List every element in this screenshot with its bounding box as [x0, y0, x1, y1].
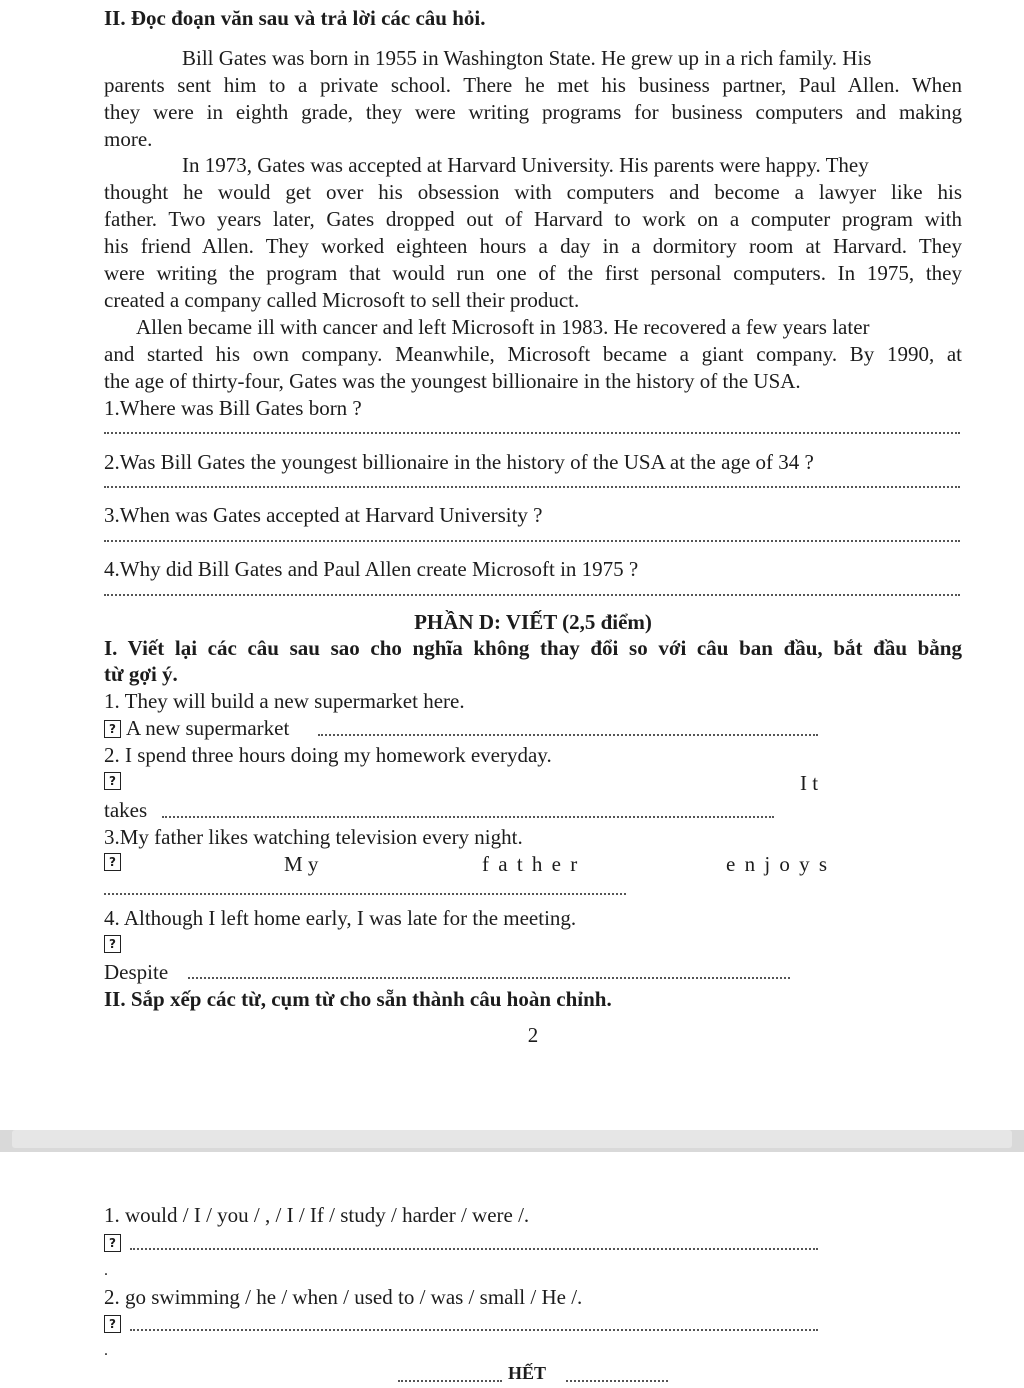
- rewrite-heading-line-1: I. Viết lại các câu sau sao cho nghĩa không thay đổi so với câu ban đầu, bắt đầu bằng: [104, 636, 962, 660]
- rewrite-prompt-2a: I t: [800, 771, 819, 795]
- paragraph-1-line-1: Bill Gates was born in 1955 in Washington State. He grew up in a rich family. His: [182, 46, 872, 70]
- rewrite-sentence-1: 1. They will build a new supermarket here.: [104, 689, 465, 713]
- rewrite-prompt-1: [104, 715, 289, 741]
- missing-glyph-icon: ?: [104, 772, 121, 790]
- rewrite-answer-line-4[interactable]: [188, 977, 790, 979]
- paragraph-3-line-2: and started his own company. Meanwhile, Microsoft became a giant company. By 1990, at: [104, 342, 962, 366]
- missing-glyph-icon: ?: [104, 935, 121, 953]
- rewrite-heading-line-2: từ gợi ý.: [104, 662, 178, 686]
- rewrite-answer-line-2[interactable]: [162, 816, 774, 818]
- rewrite-prompt-3-word-3: e n j o y s: [726, 852, 830, 876]
- arrange-heading: II. Sắp xếp các từ, cụm từ cho sẵn thành câu hoàn chỉnh.: [104, 987, 612, 1011]
- paragraph-2-line-5: were writing the program that would run one of the first personal computers. In 1975, they: [104, 261, 962, 285]
- rewrite-prompt-3-word-2: f a t h e r: [482, 852, 580, 876]
- stray-dot: .: [104, 1342, 108, 1359]
- arrange-answer-line-1[interactable]: [130, 1248, 818, 1250]
- answer-line-4[interactable]: [104, 594, 960, 596]
- page-separator: [0, 1130, 1024, 1152]
- question-4: 4.Why did Bill Gates and Paul Allen create Microsoft in 1975 ?: [104, 557, 639, 581]
- question-3: 3.When was Gates accepted at Harvard University ?: [104, 503, 543, 527]
- paragraph-2-line-3: father. Two years later, Gates dropped out of Harvard to work on a computer program with: [104, 207, 962, 231]
- reading-heading: II. Đọc đoạn văn sau và trả lời các câu hỏi.: [104, 6, 486, 30]
- arrange-item-1: 1. would / I / you / , / I / If / study / harder / were /.: [104, 1203, 530, 1227]
- end-label: HẾT: [508, 1363, 547, 1383]
- answer-line-2[interactable]: [104, 486, 960, 488]
- page-number: 2: [527, 1023, 539, 1047]
- rewrite-prompt-4: Despite: [104, 960, 169, 984]
- rewrite-sentence-4: 4. Although I left home early, I was late for the meeting.: [104, 906, 577, 930]
- rewrite-answer-line-1[interactable]: [318, 734, 818, 736]
- answer-line-1[interactable]: [104, 432, 960, 434]
- paragraph-3-line-3: the age of thirty-four, Gates was the youngest billionaire in the history of the USA.: [104, 369, 801, 393]
- paragraph-1-line-2: parents sent him to a private school. There he met his business partner, Paul Allen. When: [104, 73, 962, 97]
- end-dots-left: [398, 1380, 502, 1382]
- arrange-answer-line-2[interactable]: [130, 1329, 818, 1331]
- missing-glyph-icon: ?: [104, 1315, 121, 1333]
- missing-glyph-icon: ?: [104, 1234, 121, 1252]
- paragraph-2-line-6: created a company called Microsoft to sell their product.: [104, 288, 580, 312]
- writing-title: PHẦN D: VIẾT (2,5 điểm): [414, 610, 652, 634]
- rewrite-prompt-2b: takes: [104, 798, 148, 822]
- missing-glyph-icon: ?: [104, 720, 121, 738]
- arrange-item-2: 2. go swimming / he / when / used to / was / small / He /.: [104, 1285, 583, 1309]
- question-2: 2.Was Bill Gates the youngest billionaire in the history of the USA at the age of 34 ?: [104, 450, 814, 474]
- end-dots-right: [566, 1380, 668, 1382]
- prompt-text: A new supermarket: [126, 716, 290, 740]
- page-two: [0, 1152, 1024, 1388]
- paragraph-1-line-4: more.: [104, 127, 153, 151]
- rewrite-sentence-2: 2. I spend three hours doing my homework everyday.: [104, 743, 552, 767]
- rewrite-sentence-3: 3.My father likes watching television every night.: [104, 825, 523, 849]
- paragraph-1-line-3: they were in eighth grade, they were writing programs for business computers and making: [104, 100, 962, 124]
- paragraph-3-line-1: Allen became ill with cancer and left Microsoft in 1983. He recovered a few years later: [136, 315, 870, 339]
- rewrite-answer-line-3[interactable]: [104, 893, 626, 895]
- rewrite-prompt-3-word-1: M y: [284, 852, 319, 876]
- stray-dot: .: [104, 1262, 108, 1279]
- paragraph-2-line-4: his friend Allen. They worked eighteen hours a day in a dormitory room at Harvard. They: [104, 234, 962, 258]
- paragraph-2-line-1: In 1973, Gates was accepted at Harvard University. His parents were happy. They: [182, 153, 869, 177]
- answer-line-3[interactable]: [104, 540, 960, 542]
- question-1: 1.Where was Bill Gates born ?: [104, 396, 362, 420]
- paragraph-2-line-2: thought he would get over his obsession with computers and become a lawyer like his: [104, 180, 962, 204]
- missing-glyph-icon: ?: [104, 853, 121, 871]
